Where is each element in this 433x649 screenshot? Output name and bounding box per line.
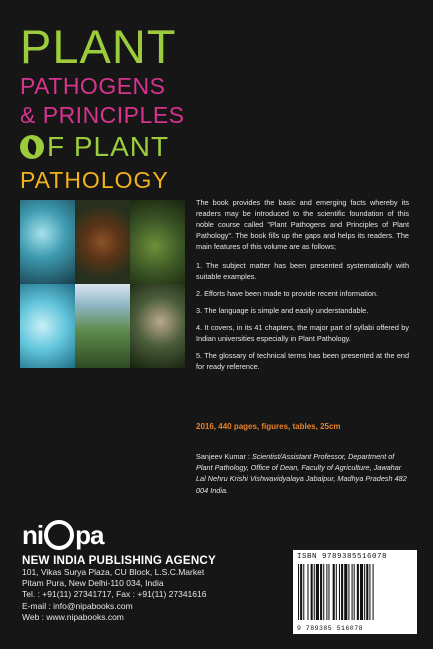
- description-intro: The book provides the basic and emerging facts whereby its readers may be introduced to the scientific foundation of this noble course called "Plant Pathogens and Principles of Plant Pathology". The book fills up the gaps and helps its readers. The main features of this volume are as follows;: [196, 198, 409, 251]
- feature-point-4: 4. It covers, in its 41 chapters, the major part of syllabi offered by Indian universities especially in Plant Pathology.: [196, 323, 409, 343]
- feature-point-3: 3. The language is simple and easily understandable.: [196, 306, 369, 315]
- barcode-bar: [307, 564, 308, 620]
- barcode-bar: [298, 564, 299, 620]
- barcode-bar: [328, 564, 329, 620]
- publisher-address-1: 101, Vikas Surya Plaza, CU Block, L.S.C.Market: [22, 567, 205, 577]
- barcode-bar: [364, 564, 365, 620]
- publisher-web: Web : www.nipabooks.com: [22, 611, 124, 622]
- author-details: Scientist/Assistant Professor, Department of Plant Pathology, Office of Dean, Faculty of Agriculture, Jawahar Lal Nehru Krishi Vishwavidyalaya Jabalpur, Madhya Pradesh 482 004 India.: [196, 452, 407, 495]
- publisher-name: NEW INDIA PUBLISHING AGENCY: [22, 554, 216, 567]
- logo-text-right: pa: [75, 519, 104, 550]
- title-line-plant: PLANT: [20, 20, 177, 73]
- barcode-bar: [360, 564, 363, 620]
- barcode-bar: [326, 564, 327, 620]
- barcode-bar: [320, 564, 322, 620]
- photo-diseased-leaf: [130, 200, 185, 284]
- isbn-barcode: [293, 550, 417, 634]
- leaf-logo-icon: [20, 135, 44, 159]
- photo-plant-culture: [75, 284, 130, 368]
- feature-point-1: 1. The subject matter has been presented systematically with suitable examples.: [196, 261, 409, 281]
- barcode-bars: [298, 564, 412, 620]
- barcode-bar: [352, 564, 353, 620]
- title-line-principles: & PRINCIPLES: [20, 102, 185, 128]
- logo-text-left: ni: [22, 519, 44, 550]
- barcode-bar: [303, 564, 304, 620]
- photo-microscopy-cells: [20, 284, 75, 368]
- book-description: [196, 197, 409, 378]
- barcode-bar: [311, 564, 313, 620]
- feature-point-2: 2. Efforts have been made to provide recent information.: [196, 289, 378, 298]
- barcode-bar: [316, 564, 319, 620]
- photo-fungal-spores: [20, 200, 75, 284]
- barcode-bar: [357, 564, 359, 620]
- barcode-bar: [336, 564, 337, 620]
- barcode-bar: [339, 564, 340, 620]
- barcode-bar: [366, 564, 368, 620]
- photo-crop-field: [130, 284, 185, 368]
- barcode-bar: [348, 564, 349, 620]
- isbn-label: ISBN 9789385516078: [297, 553, 388, 561]
- publisher-address-2: Pitam Pura, New Delhi-110 034, India: [22, 578, 164, 589]
- title-line-pathology: PATHOLOGY: [20, 167, 169, 193]
- barcode-bar: [300, 564, 302, 620]
- publication-info: 2016, 440 pages, figures, tables, 25cm: [196, 422, 341, 431]
- barcode-bar: [354, 564, 355, 620]
- publisher-email: E-mail : info@nipabooks.com: [22, 600, 133, 611]
- barcode-bar: [373, 564, 374, 620]
- publisher-block: [22, 519, 292, 623]
- feature-point-5: 5. The glossary of technical terms has been presented at the end for ready reference.: [196, 351, 409, 371]
- title-line-pathogens: PATHOGENS: [20, 73, 166, 99]
- photo-bracket-fungus: [75, 200, 130, 284]
- photo-collage: [20, 200, 186, 368]
- barcode-bar: [323, 564, 324, 620]
- author-info: [196, 451, 412, 496]
- barcode-bar: [341, 564, 343, 620]
- title-line-of-plant-text: F PLANT: [47, 131, 170, 162]
- publisher-phone: Tel. : +91(11) 27341717, Fax : +91(11) 27341616: [22, 589, 207, 600]
- title-line-of-plant: [20, 130, 185, 164]
- barcode-number: 9 789385 516078: [297, 625, 364, 632]
- author-name: Sanjeev Kumar :: [196, 452, 252, 461]
- nipa-logo: [22, 519, 292, 551]
- barcode-bar: [344, 564, 347, 620]
- book-title: [20, 22, 185, 196]
- barcode-bar: [333, 564, 335, 620]
- barcode-bar: [369, 564, 370, 620]
- barcode-bar: [314, 564, 315, 620]
- logo-ring-icon: [44, 520, 74, 550]
